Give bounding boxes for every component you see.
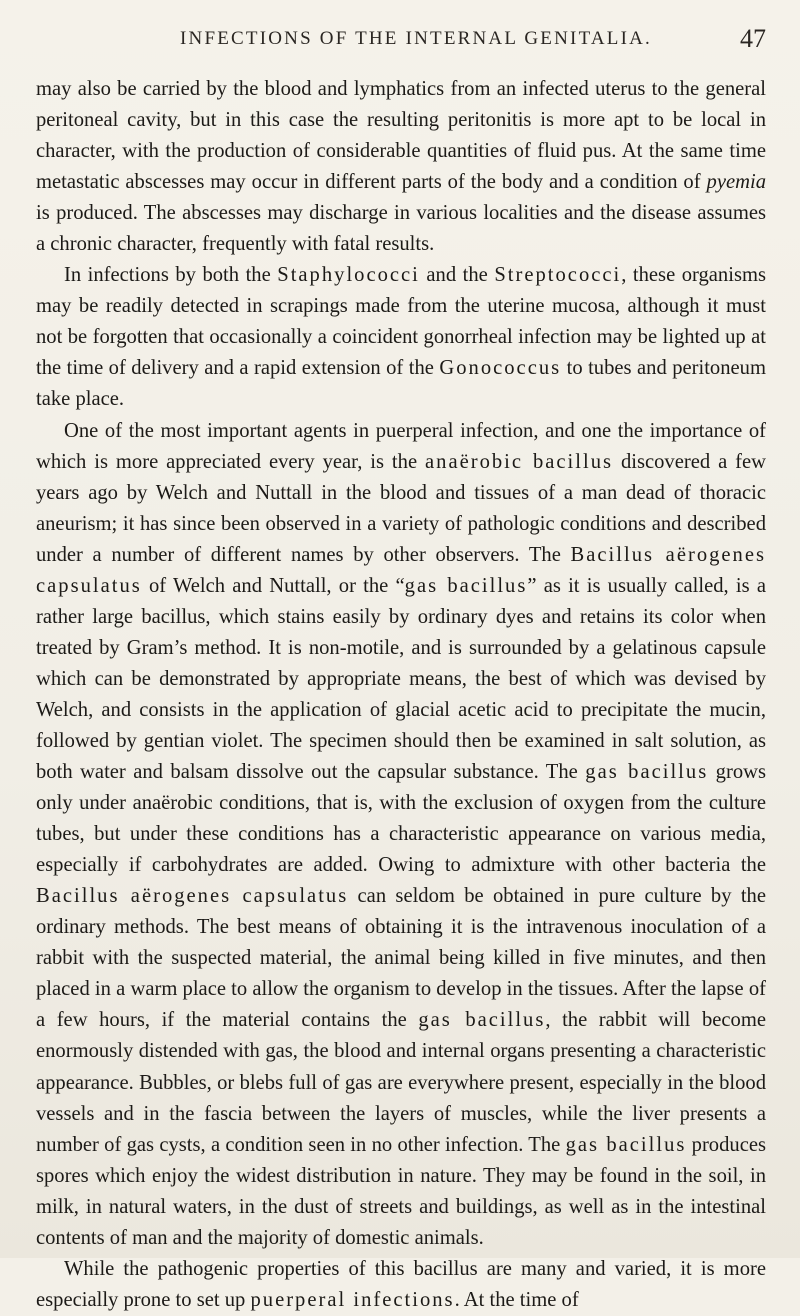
paragraph-1: [36, 74, 766, 260]
spaced-term: anaërobic bacillus: [425, 450, 614, 473]
text-run: is produced. The abscesses may discharge in various localities and the disease assumes a chronic character, frequently with fatal results.: [36, 202, 766, 256]
text-run: , these organisms may be readily detected in scrapings made from the uterine mucosa, although it must not be forgotten that occasionally a coincident gonorrheal infection may be lighted up at the time of delivery and a rapid extension of the: [36, 264, 766, 380]
text-run: of Welch and Nuttall, or the “: [141, 574, 405, 597]
running-title: INFECTIONS OF THE INTERNAL GENITALIA.: [180, 28, 652, 49]
text-run: . At the time of: [454, 1288, 579, 1311]
text-run: can seldom be obtained in pure culture by the ordinary methods. The best means of obtaining it is the intravenous inoculation of a rabbit with the suspected material, the animal being killed in five minutes, and then placed in a warm place to allow the organism to develop in the tissues. After the lapse of a few hours, if the material contains the: [36, 885, 766, 1032]
text-run: In infections by both the: [64, 264, 278, 287]
spaced-term: Gonococcus: [439, 357, 562, 380]
text-run: , the rabbit will become enormously distended with gas, the blood and internal organs presenting a characteristic appearance. Bubbles, or blebs full of gas are everywhere present, especially in the blood vessels and in the fascia between the layers of muscles, while the liver presents a number of gas cysts, a condition seen in no other infection. The: [36, 1009, 766, 1156]
text-run: grows only under anaërobic conditions, that is, with the exclusion of oxygen from the culture tubes, but under these conditions has a characteristic appearance on various media, especially if carbohydrates are added. Owing to admixture with other bacteria the: [36, 761, 766, 877]
spaced-term: gas bacillus: [418, 1009, 546, 1032]
spaced-term: Bacillus aërogenes capsulatus: [36, 885, 349, 908]
spaced-term: Staphylococci: [277, 264, 420, 287]
paragraph-2: [36, 260, 766, 415]
text-run: One of the most important agents in puerperal infection, and one the importance of which is more appreciated every year, is the: [36, 419, 766, 473]
spaced-term: gas bacillus: [585, 761, 709, 784]
running-head: [0, 22, 800, 52]
paragraph-3: [36, 416, 766, 1254]
text-run: to tubes and peritoneum take place.: [36, 357, 766, 411]
page-number: 47: [740, 24, 766, 53]
spaced-term: Bacillus aërogenes capsulatus: [36, 543, 767, 597]
text-run: produces spores which enjoy the widest distribution in nature. They may be found in the soil, in milk, in natural waters, in the dust of streets and buildings, as well as in the intestinal contents of man and the majority of domestic animals.: [36, 1133, 766, 1249]
body-text: [36, 74, 766, 1316]
paragraph-4: [36, 1254, 766, 1316]
italic-term: pyemia: [706, 171, 766, 194]
text-run: may also be carried by the blood and lymphatics from an infected uterus to the general peritoneal cavity, but in this case the resulting peritonitis is more apt to be local in character, with the production of considerable quantities of fluid pus. At the same time metastatic abscesses may occur in different parts of the body and a condition of: [36, 78, 766, 194]
text-run: ” as it is usually called, is a rather large bacillus, which stains easily by ordinary dyes and retains its color when treated by Gram’s method. It is non-motile, and is surrounded by a gelatinous capsule which can be demonstrated by appropriate means, the best of which was devised by Welch, and consists in the application of glacial acetic acid to precipitate the mucin, followed by gentian violet. The specimen should then be examined in salt solution, as both water and balsam dissolve out the capsular substance. The: [36, 574, 766, 784]
spaced-term: gas bacillus: [404, 574, 528, 597]
text-run: and the: [419, 264, 495, 287]
spaced-term: Streptococci: [494, 264, 622, 287]
text-run: discovered a few years ago by Welch and Nuttall in the blood and tissues of a man dead of thoracic aneurism; it has since been observed in a variety of pathologic conditions and described under a number of different names by other observers. The: [36, 450, 766, 566]
text-run: While the pathogenic properties of this bacillus are many and varied, it is more especially prone to set up: [36, 1257, 766, 1311]
spaced-term: puerperal infections: [250, 1288, 455, 1311]
spaced-term: gas bacillus: [565, 1133, 687, 1156]
